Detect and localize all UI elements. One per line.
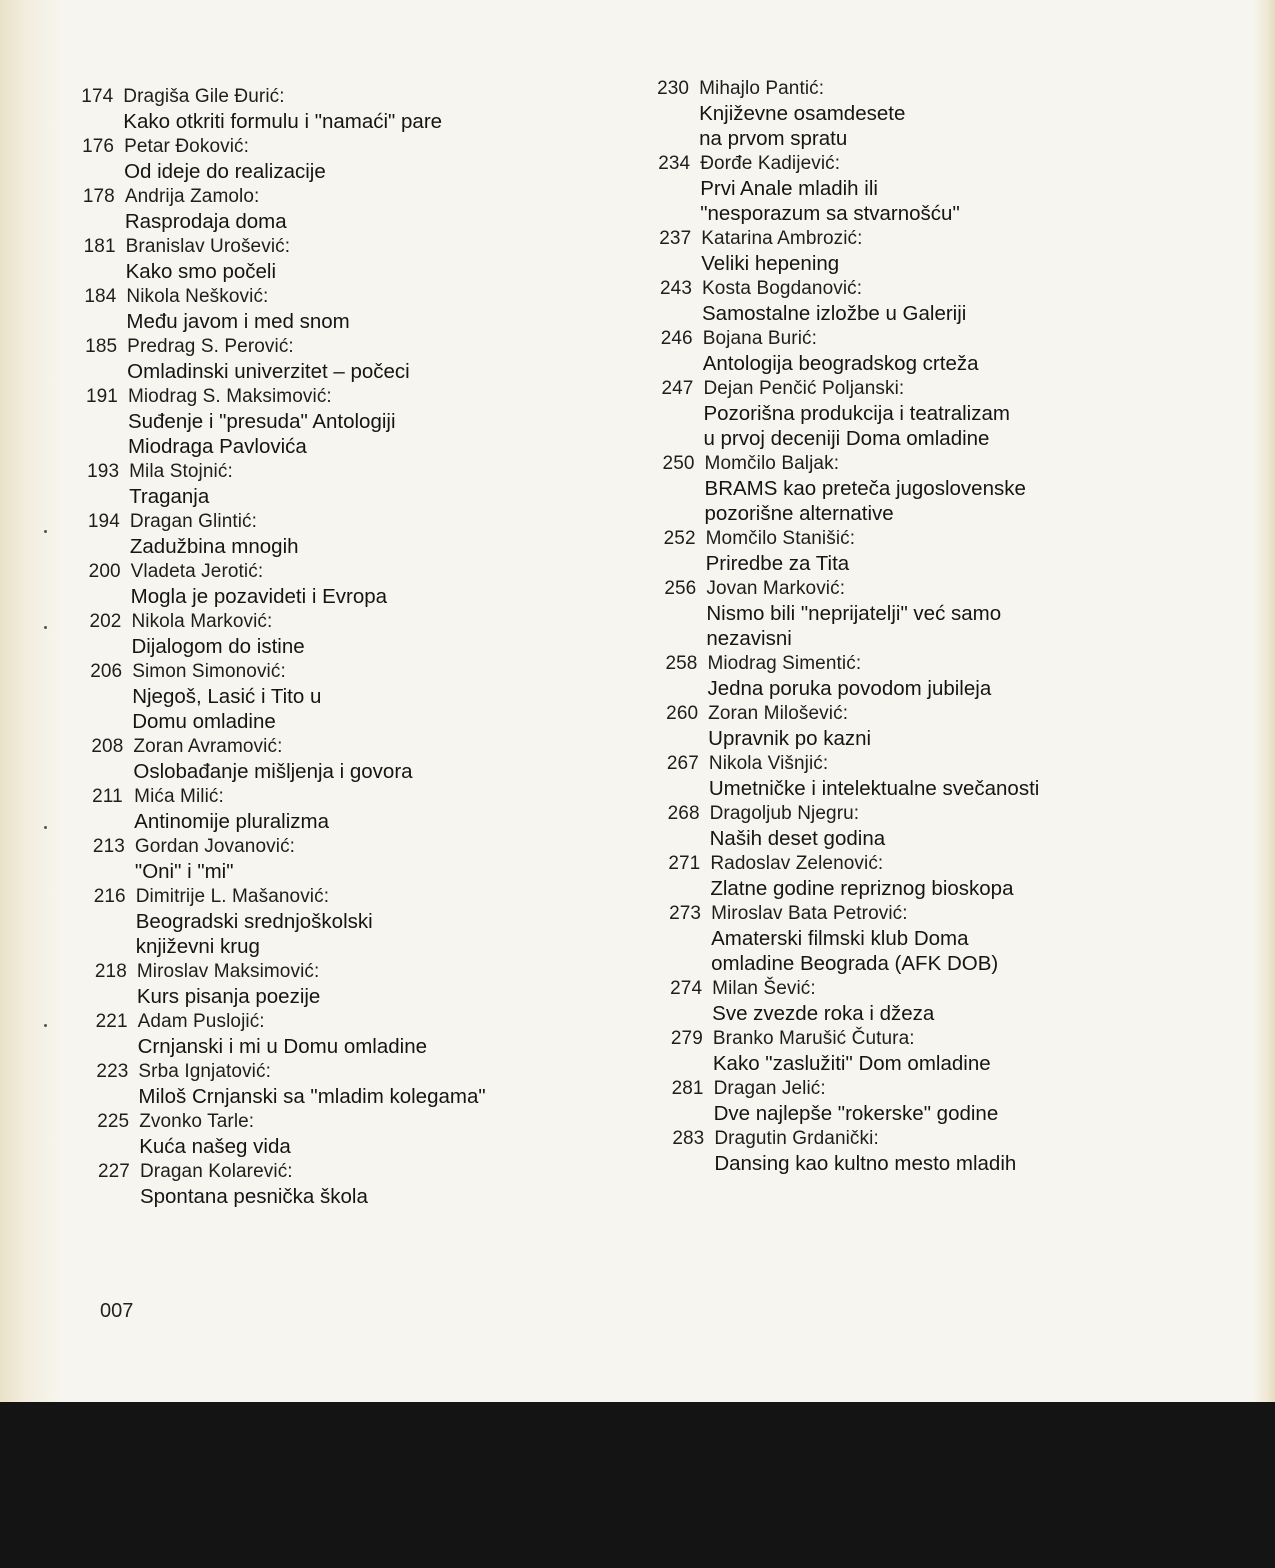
toc-page-number: 213	[92, 836, 125, 857]
toc-author: Bojana Burić:	[702, 328, 818, 349]
toc-title: Miloš Crnjanski sa "mladim kolegama"	[138, 1085, 486, 1108]
toc-entry-header	[663, 451, 1026, 476]
toc-entry-header	[664, 576, 1001, 601]
toc-author: Miodrag Simentić:	[707, 653, 862, 674]
toc-page-number: 230	[657, 78, 690, 99]
toc-page-number: 206	[90, 661, 123, 682]
toc-author: Predrag S. Perović:	[127, 336, 294, 357]
toc-entry-header	[94, 884, 373, 909]
toc-page-number: 194	[87, 511, 120, 532]
toc-page-number: 227	[97, 1161, 130, 1182]
toc-author: Mića Milić:	[134, 786, 224, 807]
toc-entry-header	[90, 659, 321, 684]
toc-page-number: 260	[666, 703, 699, 724]
toc-page-number: 234	[658, 153, 691, 174]
toc-title: Amaterski filmski klub Doma	[711, 927, 969, 950]
toc-entry	[90, 659, 321, 734]
toc-author: Andrija Zamolo:	[124, 186, 260, 207]
toc-author: Zoran Avramović:	[133, 736, 283, 757]
toc-entry	[82, 134, 326, 184]
toc-title: Pozorišna produkcija i teatralizam	[703, 402, 1010, 425]
toc-entry	[661, 326, 979, 376]
toc-entry-header	[98, 1159, 368, 1184]
toc-title: Zlatne godine repriznog bioskopa	[710, 877, 1014, 900]
toc-entry-header	[661, 376, 1010, 401]
toc-entry	[663, 451, 1026, 526]
toc-author: Miroslav Maksimović:	[136, 961, 320, 982]
toc-entry	[668, 801, 886, 851]
toc-page-number: 258	[665, 653, 698, 674]
toc-title: Kuća našeg vida	[139, 1135, 291, 1158]
toc-title: književni krug	[135, 935, 260, 958]
toc-page-number: 178	[82, 186, 115, 207]
toc-author: Miodrag S. Maksimović:	[127, 386, 332, 407]
toc-title: Njegoš, Lasić i Tito u	[132, 685, 322, 708]
toc-entry	[659, 226, 862, 276]
toc-title: Prvi Anale mladih ili	[700, 177, 878, 200]
toc-title: Književne osamdesete	[699, 102, 906, 125]
toc-entry	[89, 609, 304, 659]
toc-title: Kako otkriti formulu i "namaći" pare	[123, 110, 443, 133]
toc-page-number: 243	[660, 278, 693, 299]
toc-entry	[86, 384, 396, 459]
toc-title: Kurs pisanja poezije	[136, 985, 321, 1008]
toc-entry	[97, 1109, 291, 1159]
toc-entry	[84, 284, 349, 334]
toc-author: Dimitrije L. Mašanović:	[135, 886, 330, 907]
toc-entry	[672, 1076, 999, 1126]
toc-entry	[665, 651, 991, 701]
toc-author: Dragan Kolarević:	[139, 1161, 293, 1182]
toc-author: Katarina Ambrozić:	[701, 228, 863, 249]
toc-entry-header	[91, 734, 412, 759]
toc-title: nezavisni	[706, 627, 792, 650]
toc-page-number: 283	[672, 1128, 705, 1149]
toc-page-number: 221	[95, 1011, 128, 1032]
page-number: 007	[100, 1300, 134, 1322]
toc-title: Beogradski srednjoškolski	[135, 910, 373, 933]
toc-author: Petar Đoković:	[124, 136, 250, 157]
toc-entry-header	[672, 1076, 999, 1101]
toc-page-number: 256	[664, 578, 697, 599]
toc-author: Zoran Milošević:	[708, 703, 849, 724]
toc-author: Mila Stojnić:	[129, 461, 233, 482]
toc-author: Kosta Bogdanović:	[702, 278, 863, 299]
toc-title: Oslobađanje mišljenja i govora	[133, 760, 413, 783]
toc-entry-header	[82, 134, 326, 159]
toc-entry-header	[667, 751, 1039, 776]
toc-entry-header	[97, 1109, 291, 1134]
toc-page-number: 174	[81, 86, 114, 107]
toc-author: Momčilo Stanišić:	[705, 528, 856, 549]
toc-entry-header	[83, 184, 287, 209]
toc-title: Rasprodaja doma	[124, 210, 287, 233]
toc-page-number: 216	[93, 886, 126, 907]
toc-title: Crnjanski i mi u Domu omladine	[137, 1035, 428, 1058]
toc-entry	[87, 459, 233, 509]
toc-title: Dansing kao kultno mesto mladih	[714, 1152, 1017, 1175]
toc-author: Branislav Urošević:	[125, 236, 291, 257]
toc-author: Radoslav Zelenović:	[710, 853, 884, 874]
toc-entry-header	[671, 1026, 991, 1051]
toc-page-number: 250	[662, 453, 695, 474]
toc-page-number: 281	[671, 1078, 704, 1099]
toc-title: Sve zvezde roka i džeza	[712, 1002, 935, 1025]
toc-author: Adam Puslojić:	[137, 1011, 265, 1032]
toc-author: Zvonko Tarle:	[139, 1111, 255, 1132]
toc-author: Milan Šević:	[712, 978, 816, 999]
toc-entry	[669, 901, 998, 976]
toc-entry-header	[87, 459, 233, 484]
toc-title: pozorišne alternative	[704, 502, 894, 525]
toc-entry	[664, 526, 856, 576]
toc-entry	[83, 184, 287, 234]
toc-entry-header	[668, 801, 886, 826]
toc-title: Dve najlepše "rokerske" godine	[713, 1102, 999, 1125]
toc-entry	[84, 234, 291, 284]
toc-author: Miroslav Bata Petrović:	[711, 903, 908, 924]
toc-entry-header	[95, 959, 320, 984]
toc-page-number: 225	[97, 1111, 130, 1132]
toc-title: Jedna poruka povodom jubileja	[707, 677, 992, 700]
toc-author: Nikola Višnjić:	[708, 753, 829, 774]
toc-entry	[661, 376, 1010, 451]
toc-author: Gordan Jovanović:	[134, 836, 296, 857]
toc-entry-header	[93, 834, 295, 859]
toc-entry-header	[89, 559, 387, 584]
toc-author: Dragoljub Njegru:	[709, 803, 860, 824]
page-gutter-shadow	[0, 0, 60, 1402]
toc-author: Vladeta Jerotić:	[130, 561, 264, 582]
toc-page-number: 267	[666, 753, 699, 774]
toc-author: Jovan Marković:	[706, 578, 846, 599]
toc-entry-header	[659, 226, 862, 251]
toc-title: Priredbe za Tita	[705, 552, 850, 575]
toc-entry	[89, 559, 387, 609]
toc-title: Spontana pesnička škola	[139, 1185, 368, 1208]
toc-author: Branko Marušić Čutura:	[712, 1028, 915, 1049]
toc-title: na prvom spratu	[699, 127, 848, 150]
toc-entry-header	[96, 1059, 485, 1084]
toc-entry	[94, 884, 373, 959]
toc-page-number: 184	[84, 286, 117, 307]
toc-page-number: 268	[667, 803, 700, 824]
toc-page-number: 273	[669, 903, 702, 924]
toc-entry-header	[89, 609, 304, 634]
toc-title: Među javom i med snom	[126, 310, 350, 333]
toc-author: Nikola Nešković:	[126, 286, 269, 307]
toc-title: Miodraga Pavlovića	[127, 435, 307, 458]
toc-entry	[88, 509, 299, 559]
toc-page-number: 247	[661, 378, 694, 399]
toc-author: Dejan Penčić Poljanski:	[703, 378, 905, 399]
toc-entry	[671, 1026, 991, 1076]
toc-entry-header	[81, 84, 442, 109]
toc-entry	[91, 734, 412, 784]
toc-entry-header	[665, 651, 991, 676]
toc-entry-header	[85, 334, 410, 359]
toc-title: Antinomije pluralizma	[134, 810, 329, 833]
toc-entry-header	[657, 76, 905, 101]
toc-title: Suđenje i "presuda" Antologiji	[127, 410, 396, 433]
toc-entry	[93, 834, 295, 884]
toc-title: Zadužbina mnogih	[129, 535, 299, 558]
toc-entry	[672, 1126, 1016, 1176]
toc-page-number: 271	[668, 853, 701, 874]
toc-page-number: 279	[670, 1028, 703, 1049]
toc-entry	[98, 1159, 368, 1209]
toc-page-number: 185	[85, 336, 118, 357]
toc-page-number: 211	[92, 786, 123, 807]
toc-entry	[96, 1009, 427, 1059]
toc-entry	[660, 276, 966, 326]
scan-background	[0, 1402, 1275, 1568]
toc-entry-header	[84, 284, 349, 309]
toc-entry-header	[669, 901, 998, 926]
toc-entry	[658, 151, 960, 226]
toc-author: Srba Ignjatović:	[138, 1061, 271, 1082]
toc-author: Mihajlo Pantić:	[699, 78, 825, 99]
toc-author: Dragan Jelić:	[713, 1078, 826, 1099]
toc-title: u prvoj deceniji Doma omladine	[703, 427, 990, 450]
toc-page-number: 191	[85, 386, 118, 407]
toc-author: Momčilo Baljak:	[704, 453, 840, 474]
toc-entry-header	[84, 234, 291, 259]
toc-author: Dragiša Gile Đurić:	[123, 86, 285, 107]
toc-page-number: 200	[88, 561, 121, 582]
toc-page-number: 218	[94, 961, 127, 982]
toc-page-number: 223	[96, 1061, 129, 1082]
toc-title: Naših deset godina	[709, 827, 886, 850]
toc-page-number: 176	[82, 136, 115, 157]
toc-entry-header	[668, 851, 1013, 876]
toc-page-number: 208	[91, 736, 124, 757]
toc-title: Kako "zaslužiti" Dom omladine	[712, 1052, 991, 1075]
toc-entry-header	[96, 1009, 427, 1034]
toc-title: Traganja	[129, 485, 210, 508]
toc-entry-header	[86, 384, 396, 409]
toc-title: Nismo bili "neprijatelji" već samo	[706, 602, 1002, 625]
toc-entry-header	[670, 976, 934, 1001]
toc-entry-header	[88, 509, 299, 534]
toc-entry	[668, 851, 1013, 901]
toc-title: Upravnik po kazni	[708, 727, 872, 750]
toc-title: Dijalogom do istine	[131, 635, 305, 658]
toc-entry-header	[661, 326, 979, 351]
toc-author: Dragan Glintić:	[129, 511, 258, 532]
toc-title: omladine Beograda (AFK DOB)	[711, 952, 999, 975]
toc-title: Od ideje do realizacije	[124, 160, 326, 183]
toc-entry	[664, 576, 1001, 651]
binding-mark	[44, 1024, 47, 1027]
toc-author: Dragutin Grdanički:	[714, 1128, 879, 1149]
binding-mark	[44, 626, 47, 629]
toc-title: Domu omladine	[132, 710, 276, 733]
binding-mark	[44, 826, 47, 829]
toc-title: Mogla je pozavideti i Evropa	[130, 585, 388, 608]
toc-entry-header	[660, 276, 966, 301]
toc-author: Simon Simonović:	[132, 661, 286, 682]
toc-entry	[657, 76, 905, 151]
toc-entry	[666, 701, 871, 751]
toc-title: Kako smo počeli	[125, 260, 277, 283]
toc-author: Nikola Marković:	[131, 611, 273, 632]
toc-title: Veliki hepening	[701, 252, 840, 275]
toc-entry-header	[664, 526, 856, 551]
toc-entry	[92, 784, 329, 834]
toc-title: Omladinski univerzitet – počeci	[127, 360, 410, 383]
toc-page-number: 181	[83, 236, 116, 257]
toc-entry-header	[672, 1126, 1016, 1151]
toc-entry-header	[666, 701, 871, 726]
toc-entry	[95, 959, 320, 1009]
toc-title: "nesporazum sa stvarnošću"	[700, 202, 960, 225]
toc-entry	[81, 84, 442, 134]
toc-entry	[96, 1059, 485, 1109]
toc-page-number: 274	[670, 978, 703, 999]
toc-title: "Oni" i "mi"	[134, 860, 234, 883]
page-edge-shadow	[1253, 0, 1275, 1402]
toc-page-number: 237	[659, 228, 692, 249]
toc-author: Đorđe Kadijević:	[700, 153, 841, 174]
toc-entry	[670, 976, 934, 1026]
toc-title: BRAMS kao preteča jugoslovenske	[704, 477, 1026, 500]
toc-entry-header	[92, 784, 329, 809]
toc-entry	[667, 751, 1039, 801]
binding-mark	[44, 530, 47, 533]
toc-title: Samostalne izložbe u Galeriji	[702, 302, 967, 325]
toc-title: Antologija beogradskog crteža	[702, 352, 979, 375]
toc-entry-header	[658, 151, 960, 176]
toc-page-number: 252	[663, 528, 696, 549]
toc-title: Umetničke i intelektualne svečanosti	[708, 777, 1040, 800]
toc-page-number: 202	[89, 611, 122, 632]
toc-page-number: 193	[87, 461, 120, 482]
toc-entry	[85, 334, 410, 384]
toc-page-number: 246	[660, 328, 693, 349]
